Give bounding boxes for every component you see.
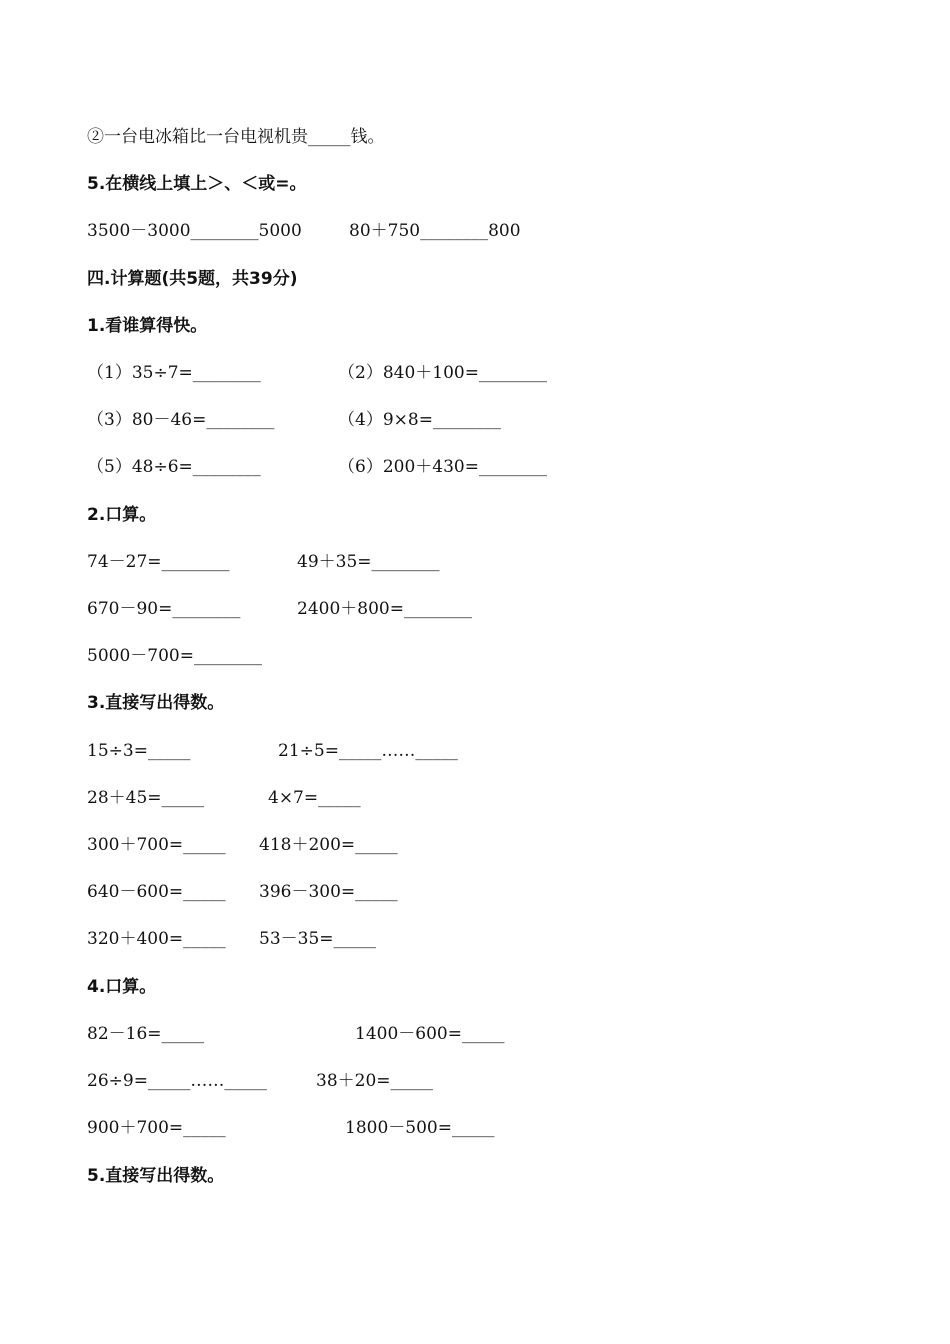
- calc-item: 74－27=________: [87, 552, 230, 572]
- compare-question-title: 5.在横线上填上＞、＜或=。: [87, 174, 307, 194]
- calc-item: 1800－500=_____: [345, 1118, 495, 1138]
- calc-item: 900＋700=_____: [87, 1118, 226, 1138]
- calc-item: 28＋45=_____: [87, 788, 205, 808]
- calc-item: 670－90=________: [87, 599, 241, 619]
- calc-item: 396－300=_____: [259, 882, 398, 902]
- calc-item: 82－16=_____: [87, 1024, 205, 1044]
- calc-item: 2400＋800=________: [297, 599, 472, 619]
- calc-item: （4）9×8=________: [338, 410, 501, 430]
- compare-item: 3500－3000________5000: [87, 221, 302, 241]
- calc-item: 4×7=_____: [268, 788, 361, 808]
- question-title: 2.口算。: [87, 505, 157, 525]
- calc-item: 53－35=_____: [259, 929, 377, 949]
- calc-item: 418＋200=_____: [259, 835, 398, 855]
- calc-item: （3）80－46=________: [87, 410, 275, 430]
- calc-item: 640－600=_____: [87, 882, 226, 902]
- calc-item: 49＋35=________: [297, 552, 440, 572]
- question-title: 4.口算。: [87, 977, 157, 997]
- calc-item: （2）840＋100=________: [338, 363, 547, 383]
- question-title: 1.看谁算得快。: [87, 316, 208, 336]
- calc-item: 5000－700=________: [87, 646, 262, 666]
- calc-item: 320＋400=_____: [87, 929, 226, 949]
- calc-item: 38＋20=_____: [316, 1071, 434, 1091]
- question-title: 3.直接写出得数。: [87, 693, 225, 713]
- calc-item: 21÷5=_____……_____: [278, 741, 458, 761]
- calc-item: （6）200＋430=________: [338, 457, 547, 477]
- compare-item: 80＋750________800: [349, 221, 521, 241]
- calc-item: （1）35÷7=________: [87, 363, 261, 383]
- calc-item: 26÷9=_____……_____: [87, 1071, 267, 1091]
- calc-item: （5）48÷6=________: [87, 457, 261, 477]
- section-title: 四.计算题(共5题，共39分): [87, 269, 298, 289]
- calc-item: 300＋700=_____: [87, 835, 226, 855]
- calc-item: 15÷3=_____: [87, 741, 191, 761]
- question-item-2: ②一台电冰箱比一台电视机贵_____钱。: [87, 127, 385, 147]
- question-title: 5.直接写出得数。: [87, 1166, 225, 1186]
- calc-item: 1400－600=_____: [355, 1024, 505, 1044]
